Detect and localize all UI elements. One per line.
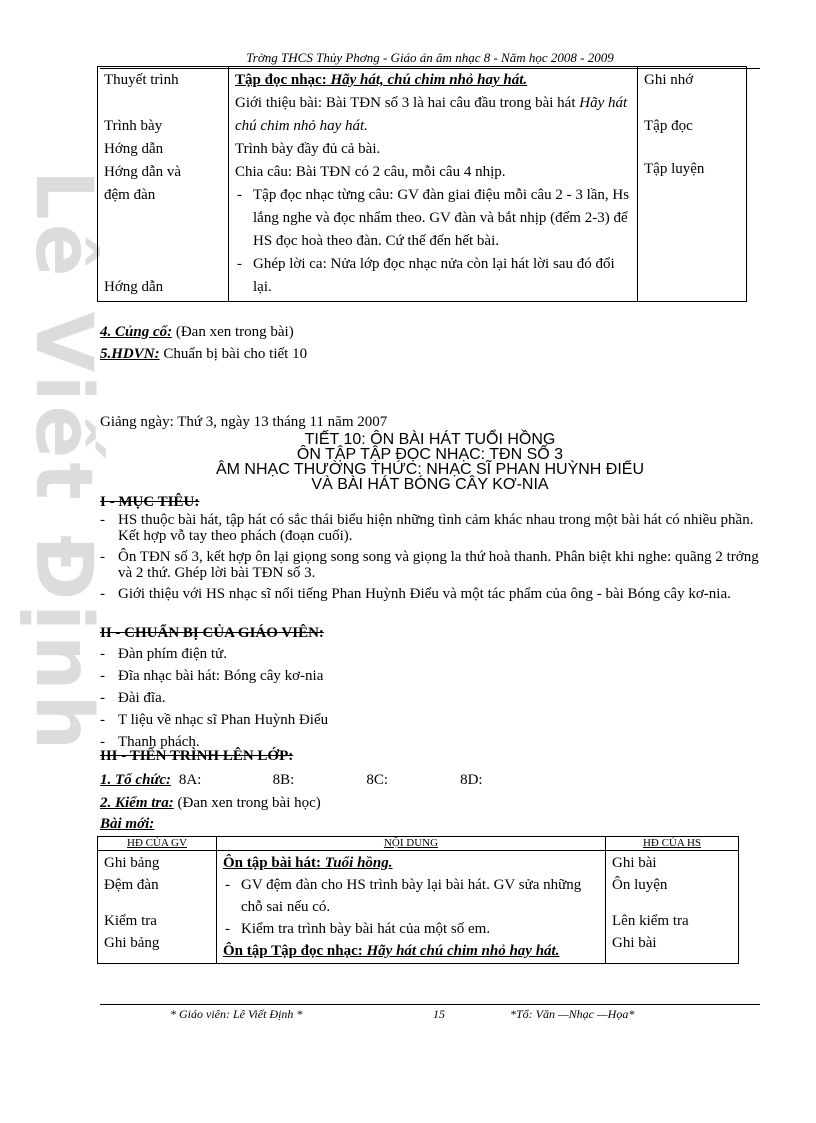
section-process: III - TIẾN TRÌNH LÊN LỚP: — [100, 748, 294, 764]
list-item: - Kiểm tra trình bày bài hát của một số em. — [223, 918, 599, 940]
list-item: - Đàn phím điện tử. — [100, 643, 760, 665]
check-line: 2. Kiểm tra: (Đan xen trong bài học) — [100, 795, 321, 811]
student-activity-column: Ghi nhớ Tập đọc Tập luyện — [638, 67, 747, 302]
page-footer: * Giáo viên: Lê Viết Định * 15 *Tổ: Văn —Nhạc —Họa* — [100, 1004, 760, 1022]
organization-line: 1. Tổ chức: 8A: 8B: 8C: 8D: — [100, 772, 483, 788]
list-item: - HS thuộc bài hát, tập hát có sắc thái biểu hiện những tình cảm khác nhau trong một bài hát có nhiều phần. Kết hợp vỗ tay theo phách (đoạn cuối). — [100, 512, 760, 544]
list-item: - Giới thiệu với HS nhạc sĩ nổi tiếng Phan Huỳnh Điểu và một tác phẩm của ông - bài Bóng cây kơ-nia. — [100, 586, 760, 602]
teacher-activity-column: Ghi bảng Đệm đàn Kiểm tra Ghi bảng — [98, 851, 217, 964]
list-item: - GV đệm đàn cho HS trình bày lại bài hát. GV sửa những chỗ sai nếu có. — [223, 874, 599, 918]
table-header: HĐ CỦA HS — [606, 837, 739, 851]
page-number: 15 — [433, 1007, 445, 1021]
page-header: Trờng THCS Thủy Phơng - Giáo án âm nhạc 8 - Năm học 2008 - 2009 — [100, 50, 760, 69]
list-item: - Đài đĩa. — [100, 687, 760, 709]
preparation-list — [100, 643, 760, 753]
list-item: - T liệu về nhạc sĩ Phan Huỳnh Điểu — [100, 709, 760, 731]
lesson-title: TIẾT 10: ÔN BÀI HÁT TUỔI HỒNG ÔN TẬP TẬP ĐỌC NHẠC: TĐN SỐ 3 ÂM NHẠC THƯỜNG THỨC: NHẠC SĨ PHAN HUỲNH ĐIỂU VÀ BÀI HÁT BÓNG CÂY KƠ-NIA — [215, 431, 645, 493]
section-objectives: I - MỤC TIÊU: — [100, 494, 200, 510]
date-line: Giảng ngày: Thứ 3, ngày 13 tháng 11 năm 2007 — [100, 414, 388, 430]
list-item: - Tập đọc nhạc từng câu: GV đàn giai điệu mỗi câu 2 - 3 lần, Hs lắng nghe và đọc nhẩm theo. GV đàn và bắt nhịp (đếm 2-3) để HS đọc hoà theo đàn. Cứ thế đến hết bài. — [235, 184, 631, 253]
new-lesson-label: Bài mới: — [100, 816, 155, 832]
list-item: - Thanh phách. — [100, 731, 760, 753]
list-item: - Đĩa nhạc bài hát: Bóng cây kơ-nia — [100, 665, 760, 687]
consolidate-line: 4. Củng cố: (Đan xen trong bài) — [100, 324, 294, 340]
section-preparation: II - CHUẨN BỊ CỦA GIÁO VIÊN: — [100, 625, 324, 641]
table-header: NỘI DUNG — [217, 837, 606, 851]
teacher-activity-column: Thuyết trình Trình bày Hớng dẫn Hớng dẫn và đệm đàn Hớng dẫn — [98, 67, 229, 302]
watermark: Lê Viết Định — [18, 170, 108, 754]
content-title: Tập đọc nhạc: Hãy hát, chú chim nhỏ hay hát. — [235, 72, 528, 88]
objectives-list — [100, 512, 760, 607]
content-column: Ôn tập bài hát: Tuổi hồng. - GV đệm đàn cho HS trình bày lại bài hát. GV sửa những chỗ sai nếu có. - Kiểm tra trình bày bài hát của một số em. Ôn tập Tập đọc nhạc: Hãy hát chú chim nhỏ hay hát. — [217, 851, 606, 964]
student-activity-column: Ghi bài Ôn luyện Lên kiểm tra Ghi bài — [606, 851, 739, 964]
list-item: - Ghép lời ca: Nửa lớp đọc nhạc nửa còn lại hát lời sau đó đổi lại. — [235, 253, 631, 299]
table-header: HĐ CỦA GV — [98, 837, 217, 851]
content-column: Tập đọc nhạc: Hãy hát, chú chim nhỏ hay hát. Giới thiệu bài: Bài TĐN số 3 là hai câu đầu trong bài hát Hãy hát chú chim nhỏ hay hát. Trình bày đầy đủ cả bài. Chia câu: Bài TĐN có 2 câu, mỗi câu 4 nhịp. - Tập đọc nhạc từng câu: GV đàn giai điệu mỗi câu 2 - 3 lần, Hs lắng nghe và đọc nhẩm theo. GV đàn và bắt nhịp (đếm 2-3) để HS đọc hoà theo đàn. Cứ thế đến hết bài. - Ghép lời ca: Nửa lớp đọc nhạc nửa còn lại hát lời sau đó đổi lại. — [229, 67, 638, 302]
list-item: - Ôn TĐN số 3, kết hợp ôn lại giọng song song và giọng la thứ hoà thanh. Phân biệt khi nghe: quãng 2 trởng và 2 thứ. Ghép lời bài TĐN số 3. — [100, 549, 760, 581]
activity-table-2 — [97, 836, 739, 964]
homework-line: 5.HDVN: Chuẩn bị bài cho tiết 10 — [100, 346, 308, 362]
activity-table-1 — [97, 66, 747, 302]
